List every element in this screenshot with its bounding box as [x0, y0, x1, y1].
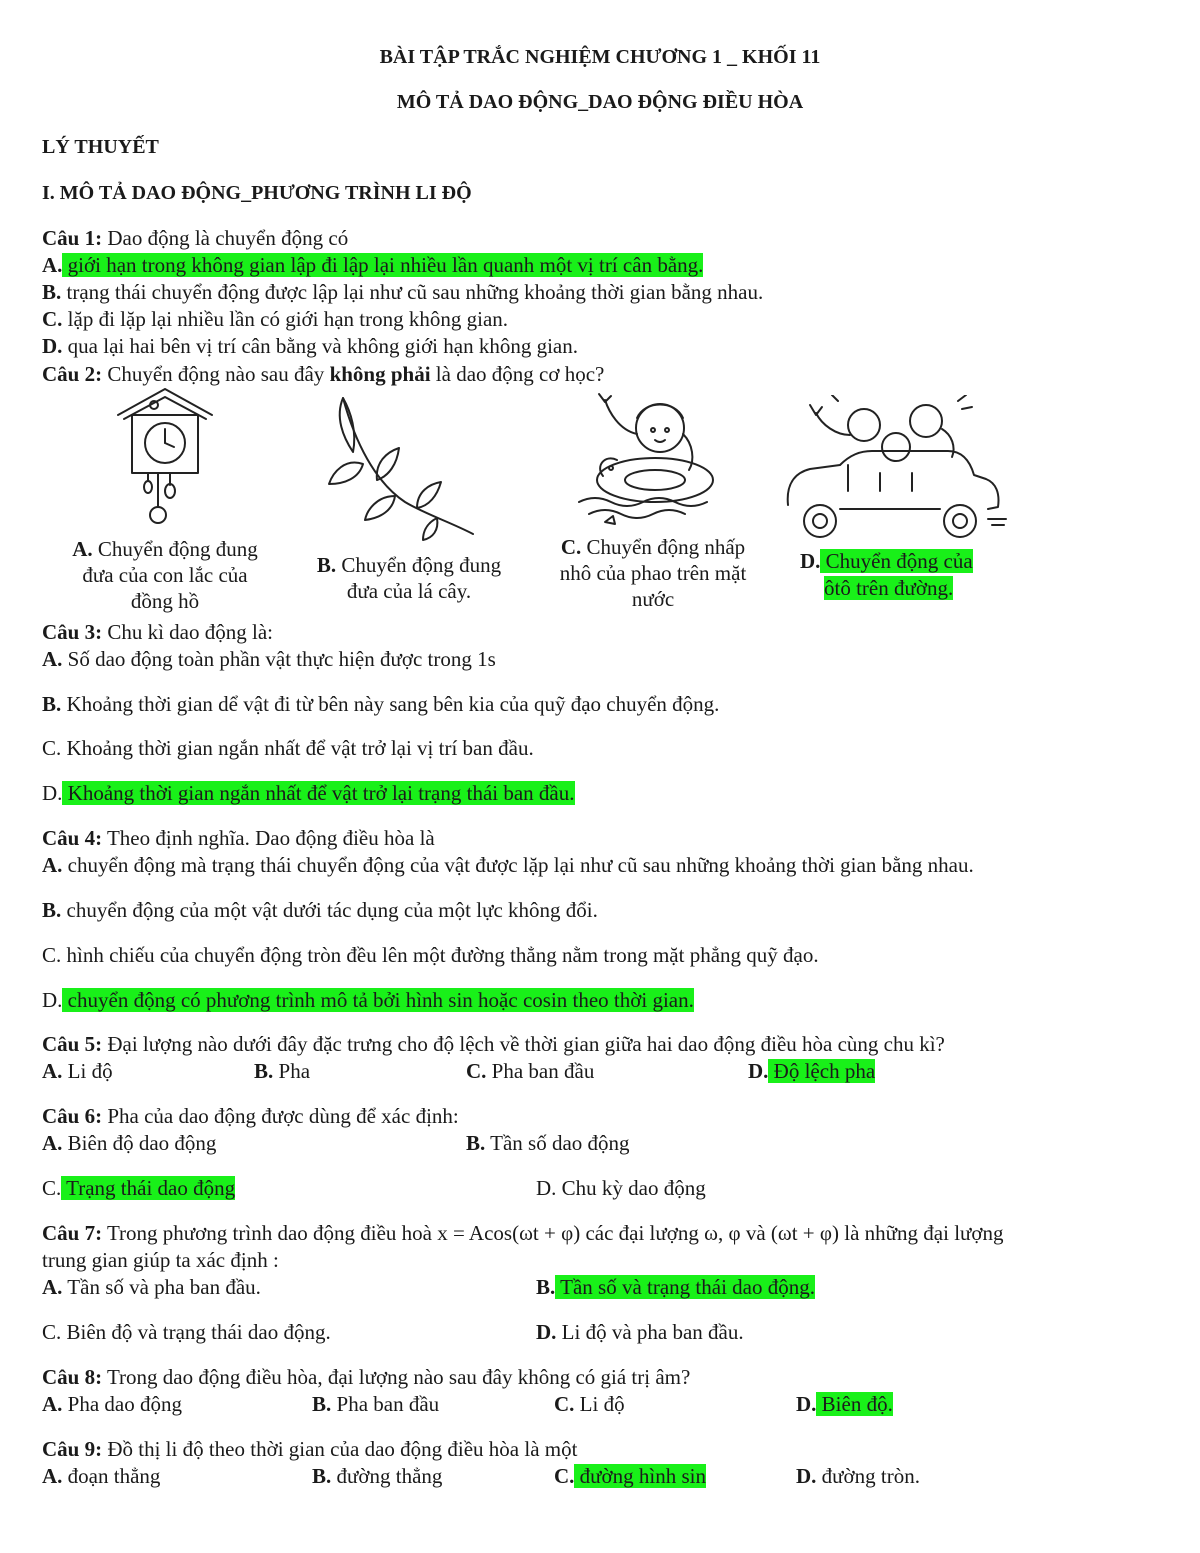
- q3-option-d: [42, 780, 575, 806]
- option-text-highlighted: Biên độ.: [816, 1392, 893, 1416]
- option-text: đường tròn.: [816, 1464, 920, 1488]
- question-text: Dao động là chuyển động có: [102, 226, 349, 250]
- option-text: hình chiếu của chuyển động tròn đều lên một đường thẳng nằm trong mặt phẳng quỹ đạo.: [61, 943, 819, 967]
- question-6: [42, 1103, 459, 1129]
- q8-option-d: [796, 1391, 893, 1417]
- option-key: C.: [560, 535, 582, 559]
- option-key: B.: [316, 553, 337, 577]
- option-key: A.: [42, 1392, 63, 1416]
- question-text: Đồ thị li độ theo thời gian của dao động điều hòa là một: [102, 1437, 578, 1461]
- option-key: B.: [312, 1392, 332, 1416]
- option-text-highlighted: Tần số và trạng thái dao động.: [555, 1275, 815, 1299]
- option-text-highlighted: Độ lệch pha: [768, 1059, 876, 1083]
- q1-option-a: [42, 252, 703, 278]
- question-label: Câu 7:: [42, 1221, 103, 1245]
- option-text: Li độ: [62, 1059, 113, 1083]
- option-text: đoạn thẳng: [62, 1464, 161, 1488]
- option-text: chuyển động của một vật dưới tác dụng của một lực không đổi.: [61, 898, 598, 922]
- document-subtitle: MÔ TẢ DAO ĐỘNG_DAO ĐỘNG ĐIỀU HÒA: [396, 91, 804, 113]
- q9-option-a: [42, 1463, 160, 1489]
- document-title: BÀI TẬP TRẮC NGHIỆM CHƯƠNG 1 _ KHỐI 11: [379, 46, 821, 68]
- question-4: [42, 825, 435, 851]
- q2-option-a: [50, 536, 280, 614]
- option-text: Pha dao động: [62, 1392, 182, 1416]
- option-key: D.: [42, 781, 63, 805]
- option-key: B.: [42, 898, 62, 922]
- question-label: Câu 2:: [42, 362, 103, 386]
- question-3: [42, 619, 273, 645]
- question-label: Câu 3:: [42, 620, 103, 644]
- question-label: Câu 4:: [42, 826, 103, 850]
- option-text-highlighted: Chuyển động của: [820, 549, 973, 573]
- question-label: Câu 1:: [42, 226, 103, 250]
- q4-option-b: [42, 897, 598, 923]
- option-text: đưa của lá cây.: [346, 579, 472, 603]
- question-1: [42, 225, 348, 251]
- q2-option-d: [800, 548, 973, 574]
- question-text: Chu kì dao động là:: [102, 620, 273, 644]
- q7-option-a: [42, 1274, 261, 1300]
- option-text-highlighted: giới hạn trong không gian lập đi lập lại nhiều lần quanh một vị trí cân bằng.: [62, 253, 704, 277]
- option-key: D.: [796, 1464, 817, 1488]
- option-key: C.: [466, 1059, 487, 1083]
- option-text: nước: [631, 587, 675, 611]
- option-text: Pha ban đầu: [486, 1059, 595, 1083]
- q3-option-a: [42, 646, 496, 672]
- option-text: qua lại hai bên vị trí cân bằng và không giới hạn không gian.: [62, 334, 578, 358]
- q2-option-b: [296, 552, 522, 604]
- q2-option-c: [540, 534, 766, 612]
- option-text-highlighted: đường hình sin: [574, 1464, 706, 1488]
- question-text: là dao động cơ học?: [430, 362, 605, 386]
- section-theory-heading: LÝ THUYẾT: [42, 136, 159, 158]
- q1-option-b: [42, 279, 763, 305]
- question-2: [42, 361, 604, 387]
- option-text: đường thẳng: [331, 1464, 443, 1488]
- option-text-highlighted: Khoảng thời gian ngắn nhất để vật trở lại trạng thái ban đầu.: [62, 781, 575, 805]
- option-key: B.: [254, 1059, 274, 1083]
- question-label: Câu 8:: [42, 1365, 103, 1389]
- option-text: Li độ và pha ban đầu.: [556, 1320, 744, 1344]
- option-text: đồng hồ: [130, 589, 200, 613]
- section-1-heading: I. MÔ TẢ DAO ĐỘNG_PHƯƠNG TRÌNH LI ĐỘ: [42, 182, 472, 204]
- option-text: nhô của phao trên mặt: [559, 561, 747, 585]
- option-key: A.: [42, 253, 63, 277]
- question-9: [42, 1436, 577, 1462]
- q4-option-a: [42, 852, 974, 878]
- q5-option-b: [254, 1058, 310, 1084]
- option-key: D.: [796, 1392, 817, 1416]
- question-7: [42, 1220, 1004, 1246]
- question-8: [42, 1364, 690, 1390]
- option-key: A.: [42, 1131, 63, 1155]
- option-key: C.: [42, 1176, 62, 1200]
- option-key: D.: [748, 1059, 769, 1083]
- q5-option-a: [42, 1058, 113, 1084]
- cuckoo-clock-illustration: [110, 385, 220, 535]
- question-text: Pha của dao động được dùng để xác định:: [102, 1104, 459, 1128]
- option-text: Biên độ dao động: [62, 1131, 217, 1155]
- option-text-highlighted: Trạng thái dao động: [61, 1176, 236, 1200]
- option-key: A.: [42, 1464, 63, 1488]
- option-key: B.: [312, 1464, 332, 1488]
- option-key: C.: [42, 1320, 62, 1344]
- option-text: Số dao động toàn phần vật thực hiện được trong 1s: [62, 647, 496, 671]
- option-key: B.: [42, 280, 62, 304]
- q5-option-c: [466, 1058, 594, 1084]
- question-text: Chuyển động nào sau đây: [102, 362, 330, 386]
- option-key: D.: [42, 988, 63, 1012]
- option-key: B.: [466, 1131, 486, 1155]
- option-text: Biên độ và trạng thái dao động.: [61, 1320, 331, 1344]
- option-key: C.: [42, 736, 62, 760]
- question-label: Câu 5:: [42, 1032, 103, 1056]
- q8-option-c: [554, 1391, 625, 1417]
- q1-option-c: [42, 306, 508, 332]
- q7-option-c: [42, 1319, 331, 1345]
- q1-option-d: [42, 333, 578, 359]
- question-text: Đại lượng nào dưới đây đặc trưng cho độ lệch về thời gian giữa hai dao động điều hòa cùng chu kì?: [102, 1032, 945, 1056]
- option-key: B.: [42, 692, 62, 716]
- option-text: Tần số dao động: [485, 1131, 630, 1155]
- q3-option-c: [42, 735, 534, 761]
- option-text: lặp đi lặp lại nhiều lần có giới hạn trong không gian.: [62, 307, 509, 331]
- option-text: Chuyển động nhấp: [581, 535, 746, 559]
- option-text: Chuyển động đung: [336, 553, 502, 577]
- option-key: A.: [42, 1059, 63, 1083]
- car-family-illustration: [780, 395, 1010, 545]
- leaf-branch-illustration: [325, 392, 480, 542]
- option-key: A.: [42, 647, 63, 671]
- q7-option-d: [536, 1319, 744, 1345]
- option-text: trạng thái chuyển động được lập lại như cũ sau những khoảng thời gian bằng nhau.: [61, 280, 764, 304]
- option-text-highlighted: chuyển động có phương trình mô tả bởi hình sin hoặc cosin theo thời gian.: [62, 988, 694, 1012]
- q4-option-d: [42, 987, 694, 1013]
- q8-option-a: [42, 1391, 182, 1417]
- option-text: Chu kỳ dao động: [556, 1176, 706, 1200]
- option-key: C.: [42, 307, 63, 331]
- option-key: A.: [42, 1275, 63, 1299]
- option-key: D.: [42, 334, 63, 358]
- option-key: C.: [554, 1464, 575, 1488]
- option-text: đưa của con lắc của: [82, 563, 248, 587]
- q7-option-b: [536, 1274, 815, 1300]
- option-text-highlighted: ôtô trên đường.: [824, 576, 954, 600]
- option-key: D.: [536, 1320, 557, 1344]
- q6-option-a: [42, 1130, 216, 1156]
- option-text: Pha: [273, 1059, 311, 1083]
- q2-option-d-cont: [824, 575, 953, 601]
- option-text: Li độ: [574, 1392, 625, 1416]
- option-text: Chuyển động đung: [92, 537, 258, 561]
- option-text: Pha ban đầu: [331, 1392, 440, 1416]
- option-text: Khoảng thời gian ngắn nhất để vật trở lại vị trí ban đầu.: [61, 736, 534, 760]
- option-key: D.: [536, 1176, 557, 1200]
- option-key: C.: [42, 943, 62, 967]
- option-text: Khoảng thời gian dể vật đi từ bên này sang bên kia của quỹ đạo chuyển động.: [61, 692, 720, 716]
- q6-option-c: [42, 1175, 235, 1201]
- question-text: Theo định nghĩa. Dao động điều hòa là: [102, 826, 435, 850]
- option-key: D.: [800, 549, 821, 573]
- q9-option-b: [312, 1463, 442, 1489]
- q8-option-b: [312, 1391, 439, 1417]
- q9-option-c: [554, 1463, 706, 1489]
- q4-option-c: [42, 942, 819, 968]
- option-key: B.: [536, 1275, 556, 1299]
- q5-option-d: [748, 1058, 875, 1084]
- q9-option-d: [796, 1463, 920, 1489]
- option-text: Tần số và pha ban đầu.: [62, 1275, 261, 1299]
- q3-option-b: [42, 691, 719, 717]
- question-text: Trong dao động điều hòa, đại lượng nào sau đây không có giá trị âm?: [102, 1365, 691, 1389]
- option-key: A.: [72, 537, 93, 561]
- q6-option-b: [466, 1130, 630, 1156]
- question-7-cont: trung gian giúp ta xác định :: [42, 1248, 279, 1272]
- question-label: Câu 6:: [42, 1104, 103, 1128]
- question-text: Trong phương trình dao động điều hoà x = Acos(ωt + φ) các đại lượng ω, φ và (ωt + φ) là những đại lượng: [102, 1221, 1004, 1245]
- option-key: A.: [42, 853, 63, 877]
- question-5: [42, 1031, 945, 1057]
- option-text: chuyển động mà trạng thái chuyển động của vật được lặp lại như cũ sau những khoảng thời gian bằng nhau.: [62, 853, 974, 877]
- question-label: Câu 9:: [42, 1437, 103, 1461]
- girl-swim-ring-illustration: [575, 390, 725, 530]
- q6-option-d: [536, 1175, 706, 1201]
- question-emphasis: không phải: [329, 362, 431, 386]
- option-key: C.: [554, 1392, 575, 1416]
